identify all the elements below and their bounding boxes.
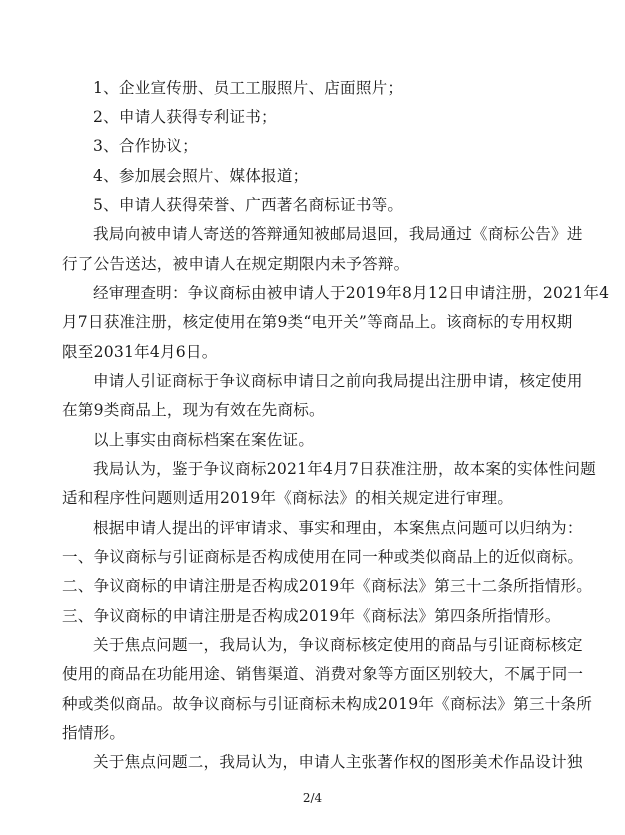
paragraph-line: 申请人引证商标于争议商标申请日之前向我局提出注册申请，核定使用 xyxy=(93,372,583,390)
paragraph-line: 以上事实由商标档案在案佐证。 xyxy=(93,431,315,449)
paragraph-line: 行了公告送达，被申请人在规定期限内未予答辩。 xyxy=(62,255,410,273)
paragraph-line: 关于焦点问题一，我局认为，争议商标核定使用的商品与引证商标核定 xyxy=(93,636,583,654)
paragraph-line: 指情形。 xyxy=(62,724,126,742)
paragraph-line: 适和程序性问题则适用2019年《商标法》的相关规定进行审理。 xyxy=(62,489,514,507)
focus-issue-1: 一、争议商标与引证商标是否构成使用在同一种或类似商品上的近似商标。 xyxy=(62,548,584,566)
focus-issue-3: 三、争议商标的申请注册是否构成2019年《商标法》第四条所指情形。 xyxy=(62,607,561,625)
paragraph-line: 使用的商品在功能用途、销售渠道、消费对象等方面区别较大，不属于同一 xyxy=(62,665,584,683)
paragraph-line: 限至2031年4月6日。 xyxy=(62,343,218,361)
evidence-item-5: 5、申请人获得荣誉、广西著名商标证书等。 xyxy=(93,196,404,214)
evidence-item-3: 3、合作协议； xyxy=(93,137,198,155)
page-number: 2/4 xyxy=(302,791,323,805)
paragraph-line: 根据申请人提出的评审请求、事实和理由，本案焦点问题可以归纳为： xyxy=(93,519,583,537)
focus-issue-2: 二、争议商标的申请注册是否构成2019年《商标法》第三十二条所指情形。 xyxy=(62,577,593,595)
evidence-item-4: 4、参加展会照片、媒体报道； xyxy=(93,167,309,185)
paragraph-line: 在第9类商品上，现为有效在先商标。 xyxy=(62,401,325,419)
paragraph-line: 关于焦点问题二，我局认为，申请人主张著作权的图形美术作品设计独 xyxy=(93,753,583,771)
paragraph-line: 种或类似商品。故争议商标与引证商标未构成2019年《商标法》第三十条所 xyxy=(62,695,593,713)
paragraph-line: 我局向被申请人寄送的答辩通知被邮局退回，我局通过《商标公告》进 xyxy=(93,225,583,243)
paragraph-line: 月7日获准注册，核定使用在第9类“电开关”等商品上。该商标的专用权期 xyxy=(62,313,573,331)
paragraph-line: 我局认为，鉴于争议商标2021年4月7日获准注册，故本案的实体性问题 xyxy=(93,460,596,478)
evidence-item-1: 1、企业宣传册、员工工服照片、店面照片； xyxy=(93,79,404,97)
paragraph-line: 经审理查明：争议商标由被申请人于2019年8月12日申请注册，2021年4 xyxy=(93,284,610,302)
evidence-item-2: 2、申请人获得专利证书； xyxy=(93,108,277,126)
